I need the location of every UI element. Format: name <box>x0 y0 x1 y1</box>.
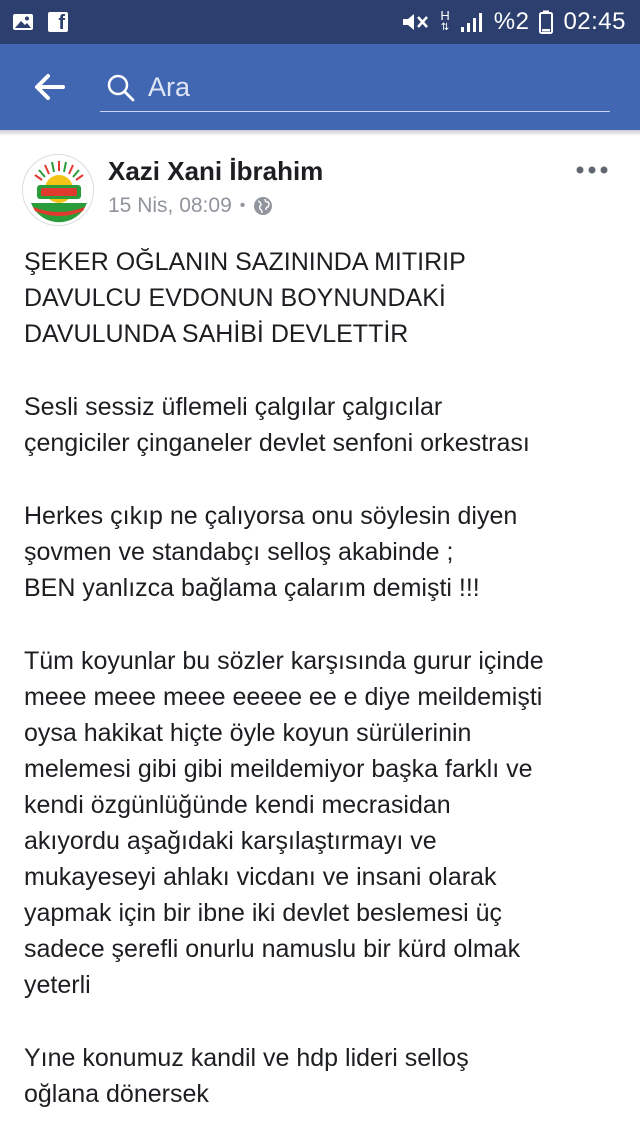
more-options-button[interactable] <box>576 162 608 180</box>
vibrate-mute-icon <box>400 10 430 34</box>
arrow-left-icon <box>34 73 66 101</box>
post-paragraph: Herkes çıkıp ne çalıyorsa onu söylesin diyen şovmen ve standabçı selloş akabinde ; BEN yanlızca bağlama çalarım demişti !!! <box>24 502 518 602</box>
avatar[interactable] <box>22 154 94 226</box>
battery-percent: %2 <box>493 8 530 35</box>
post-header <box>0 136 640 236</box>
post-meta <box>108 194 273 218</box>
author-name[interactable]: Xazi Xani İbrahim <box>108 156 324 186</box>
post-body <box>24 244 624 1137</box>
network-type: H ⇅ <box>440 8 450 33</box>
post-paragraph: Sesli sessiz üflemeli çalgılar çalgıcılar çengiciler çinganeler devlet senfoni orkestrası <box>24 393 530 457</box>
search-input[interactable] <box>148 72 568 103</box>
battery-icon <box>539 10 553 34</box>
signal-icon <box>460 11 484 33</box>
post <box>0 136 640 1108</box>
post-paragraph: Yıne konumuz kandil ve hdp lideri selloş oğlana dönersek <box>24 1044 469 1108</box>
search-bar[interactable] <box>100 64 610 112</box>
clock: 02:45 <box>563 8 626 35</box>
post-paragraph: Tüm koyunlar bu sözler karşısında gurur içinde meee meee meee eeeee ee e diye meildemişti oysa hakikat hiçte öyle koyun sürülerinin melemesi gibi gibi meildemiyor başka farklı ve kendi özgünlüğünde kendi mecrasidan akıyordu aşağıdaki karşılaştırmayı ve mukayeseyi ahlakı vicdanı ve insani olarak yapmak için bir ibne iki devlet beslemesi üç sadece şerefli onurlu namuslu bir kürd olmak yeterli <box>24 647 544 999</box>
more-horizontal-icon <box>576 165 608 175</box>
facebook-icon: f <box>48 12 68 32</box>
status-right <box>400 8 626 36</box>
back-button[interactable] <box>0 44 100 130</box>
status-bar <box>0 0 640 44</box>
post-paragraph: ŞEKER OĞLANIN SAZININDA MITIRIP DAVULCU EVDONUN BOYNUNDAKİ DAVULUNDA SAHİBİ DEVLETTİR <box>24 248 466 348</box>
image-icon <box>12 13 34 31</box>
app-bar <box>0 44 640 130</box>
avatar-logo <box>23 155 94 226</box>
post-date[interactable]: 15 Nis, 08:09 <box>108 194 232 217</box>
globe-icon <box>253 196 273 216</box>
status-left <box>12 12 68 32</box>
search-icon <box>106 73 136 103</box>
meta-separator: • <box>239 197 246 214</box>
